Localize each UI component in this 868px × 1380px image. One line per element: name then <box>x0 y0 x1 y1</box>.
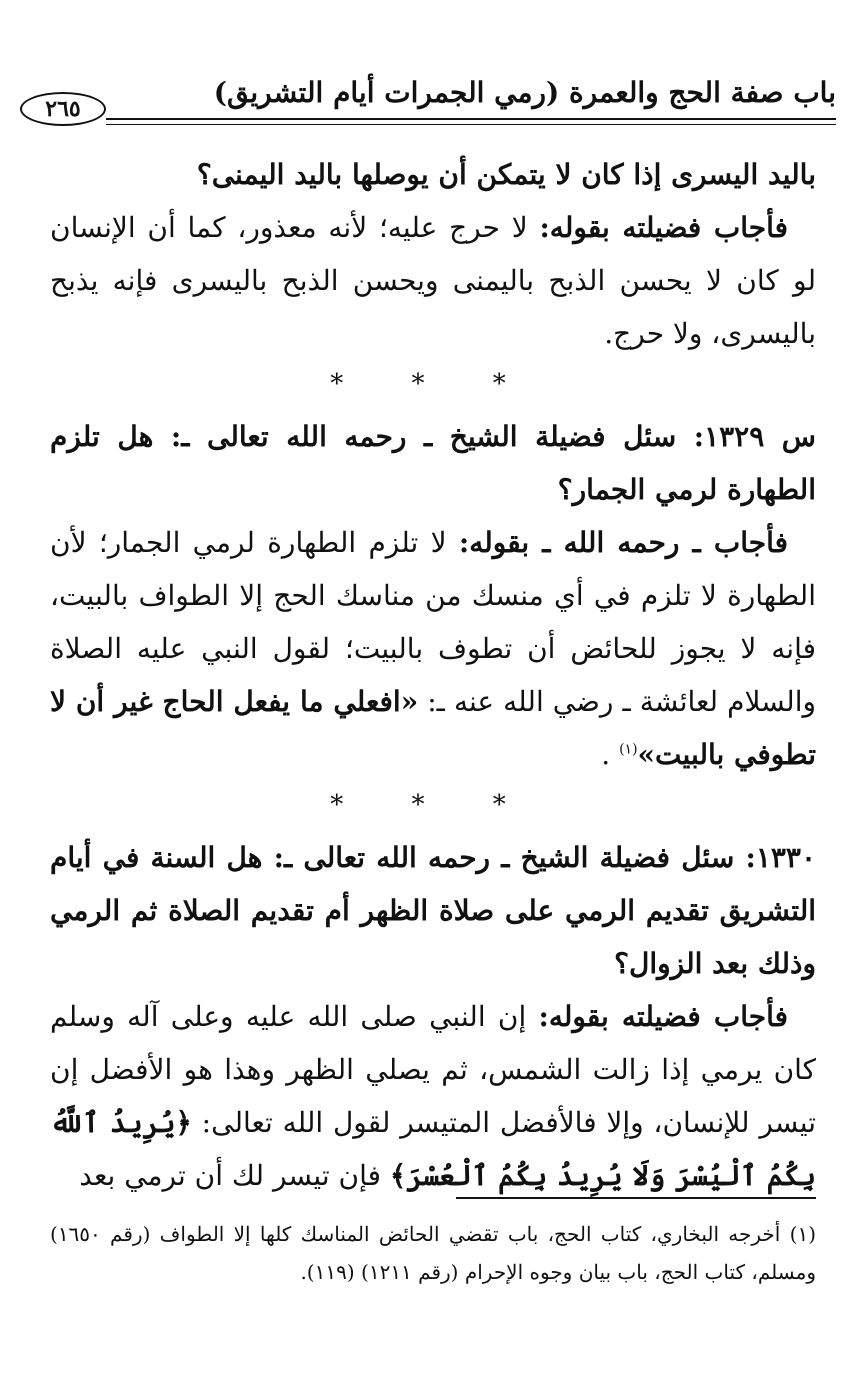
page-header <box>20 74 836 126</box>
answer-1328 <box>50 201 816 360</box>
answer-text: لا حرج عليه؛ لأنه معذور، كما أن الإنسان لو كان لا يحسن الذبح باليمنى ويحسن الذبح باليسرى فإنه يذبح باليسرى، ولا حرج. <box>50 211 816 350</box>
hadith-quote: «افعلي ما يفعل الحاج غير أن لا تطوفي بالبيت» <box>50 685 816 771</box>
quran-verse: ﴿يُرِيدُ ٱللَّهُ بِكُمُ ٱلْيُسْرَ وَلَا يُرِيدُ بِكُمُ ٱلْعُسْرَ﴾ <box>50 1106 816 1192</box>
footnote: (١) أخرجه البخاري، كتاب الحج، باب تقضي الحائض المناسك كلها إلا الطواف (رقم ١٦٥٠) ومسلم، كتاب الحج، باب بيان وجوه الإحرام (رقم ١٢١١) (١١٩). <box>50 1222 816 1284</box>
answer-end: . <box>601 738 620 771</box>
running-head: باب صفة الحج والعمرة (رمي الجمرات أيام التشريق) <box>213 76 836 109</box>
header-rule <box>106 118 836 120</box>
answer-end: فإن تيسر لك أن ترمي بعد <box>79 1159 390 1192</box>
answer-lead: فأجاب فضيلته بقوله: <box>539 211 788 244</box>
header-rule-thin <box>106 124 836 125</box>
page-body <box>50 148 816 1202</box>
question-1328-end: باليد اليسرى إذا كان لا يتمكن أن يوصلها باليد اليمنى؟ <box>196 158 816 191</box>
page-number: ٢٦٥ <box>20 92 106 126</box>
answer-lead: فأجاب ـ رحمه الله ـ بقوله: <box>458 526 789 559</box>
answer-text: لا تلزم الطهارة لرمي الجمار؛ لأن الطهارة لا تلزم في أي منسك من مناسك الحج إلا الطواف بالبيت، فإنه لا يجوز للحائض أن تطوف بالبيت؛ لقول النبي عليه الصلاة والسلام لعائشة ـ رضي الله عنه ـ: <box>50 526 816 718</box>
answer-text: إن النبي صلى الله عليه وعلى آله وسلم كان يرمي إذا زالت الشمس، ثم يصلي الظهر وهذا هو الأفضل إن تيسر للإنسان، وإلا فالأفضل المتيسر لقول الله تعالى: <box>50 1000 817 1139</box>
answer-1329 <box>50 516 816 781</box>
footnote-ref: (١) <box>619 741 638 758</box>
answer-1330 <box>50 990 816 1202</box>
footnote-rule <box>456 1197 816 1199</box>
answer-lead: فأجاب فضيلته بقوله: <box>538 1000 788 1033</box>
section-separator: * * * <box>330 369 536 399</box>
section-separator: * * * <box>330 790 536 820</box>
question-1329: س ١٣٢٩: سئل فضيلة الشيخ ـ رحمه الله تعالى ـ: هل تلزم الطهارة لرمي الجمار؟ <box>50 420 816 506</box>
question-1330: ١٣٣٠: سئل فضيلة الشيخ ـ رحمه الله تعالى ـ: هل السنة في أيام التشريق تقديم الرمي على صلاة الظهر أم تقديم الصلاة ثم الرمي وذلك بعد الزوال؟ <box>50 841 816 980</box>
